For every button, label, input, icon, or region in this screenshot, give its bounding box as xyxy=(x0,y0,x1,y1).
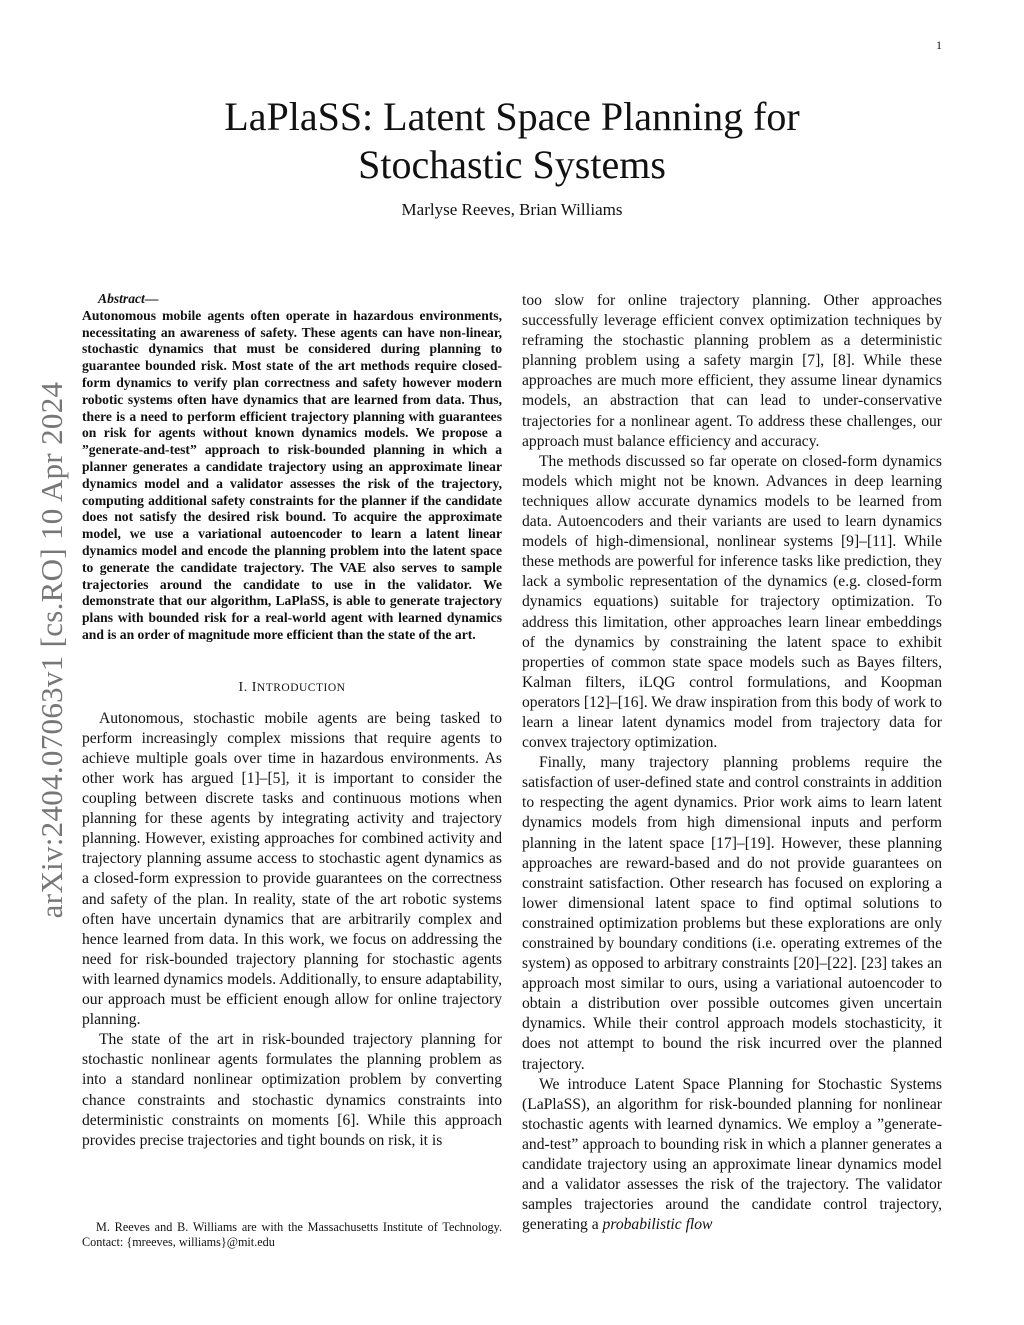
section-number: I. xyxy=(238,679,248,695)
body-paragraph: The methods discussed so far operate on closed-form dynamics models which might not be known. Advances in deep learning techniques allow accurate dynamics models to be learned from data. Autoencoders and their variants are used to learn dynamics models of high-dimensional, nonlinear systems [9]–[11]. While these methods are powerful for inference tasks like prediction, they lack a symbolic representation of the dynamics (e.g. closed-form dynamics equations) suitable for trajectory optimization. To address this limitation, other approaches learn linear embeddings of the dynamics by constraining the latent space to exhibit properties of common state space models such as Bayes filters, Kalman filters, iLQG control formulations, and Koopman operators [12]–[16]. We draw inspiration from this body of work to learn a linear latent dynamics model from trajectory data for convex trajectory optimization. xyxy=(522,452,943,752)
arxiv-identifier-text: arXiv:2404.07063v1 [cs.RO] 10 Apr 2024 xyxy=(34,381,69,919)
abstract-heading: Abstract— xyxy=(98,291,159,306)
section-initial: I xyxy=(251,679,257,695)
intro-paragraph: Autonomous, stochastic mobile agents are being tasked to perform increasingly complex missions that require agents to achieve multiple goals over time in hazardous environments. As other work has argued [1]–[5], it is important to consider the coupling between discrete tasks and continuous motions when planning for these agents by integrating activity and trajectory planning. However, existing approaches for combined activity and trajectory planning assume access to stochastic agent dynamics as a closed-form expression to provide guarantees on the correctness and safety of the plan. In reality, state of the art robotic systems often have uncertain dynamics that are arbitrarily complex and hence learned from data. In this work, we focus on addressing the need for risk-bounded trajectory planning for stochastic agents with learned dynamics models. Additionally, to ensure adaptability, our approach must be efficient enough allow for online trajectory planning. xyxy=(82,709,502,1029)
body-paragraph-text: We introduce Latent Space Planning for Stochastic Systems (LaPlaSS), an algorithm for risk-bounded planning for nonlinear stochastic agents with learned dynamics. We employ a ”generate-and-test” approach to bounding risk in which a planner generates a candidate trajectory using an approximate linear dynamics model and a validator assesses the risk of the trajectory. The validator samples trajectories around the candidate control trajectory, generating a xyxy=(522,1075,942,1234)
body-paragraph: Finally, many trajectory planning problems require the satisfaction of user-defined state and control constraints in addition to respecting the agent dynamics. Prior work aims to learn latent dynamics models from high dimensional inputs and perform planning in the latent space [17]–[19]. However, these planning approaches are reward-based and do not provide guarantees on constraint satisfaction. Other research has focused on exploring a lower dimensional latent space to find optimal solutions to constrained optimization problems but these explorations are only constrained by boundary conditions (i.e. operating extremes of the system) as opposed to arbitrary constraints [20]–[22]. [23] takes an approach most similar to ours, using a variational autoencoder to obtain a distribution over possible outcomes given uncertain dynamics. While their control approach models stochasticity, it does not attempt to bound the risk incurred over the planned trajectory. xyxy=(522,754,942,1073)
body-paragraph xyxy=(522,1075,942,1236)
title-line-1: LaPlaSS: Latent Space Planning for xyxy=(224,94,800,139)
author-list: Marlyse Reeves, Brian Williams xyxy=(401,200,623,219)
paper-title xyxy=(0,93,1024,189)
arxiv-identifier xyxy=(30,350,74,950)
body-paragraph: too slow for online trajectory planning. Other approaches successfully leverage efficient convex optimization techniques by reframing the stochastic planning problem as a deterministic planning problem using a safety margin [7], [8]. While these approaches are much more efficient, they assume linear dynamics models, an abstraction that can lead to under-conservative trajectories for a nonlinear agent. To address these challenges, our approach must balance efficiency and accuracy. xyxy=(522,292,942,450)
emphasized-term: probabilistic flow xyxy=(602,1216,713,1234)
right-column xyxy=(522,291,942,1235)
section-heading-introduction xyxy=(82,680,502,696)
left-column xyxy=(82,291,502,1151)
affiliation-footnote: M. Reeves and B. Williams are with the Massachusetts Institute of Technology. Contact: {mreeves, williams}@mit.edu xyxy=(82,1220,502,1250)
abstract-text: Autonomous mobile agents often operate in hazardous environments, necessitating an awareness of safety. These agents can have non-linear, stochastic dynamics that must be considered during planning to guarantee bounded risk. Most state of the art methods require closed-form dynamics to verify plan correctness and safety however modern robotic systems often have dynamics that are learned from data. Thus, there is a need to perform efficient trajectory planning with guarantees on risk for agents without known dynamics models. We propose a ”generate-and-test” approach to risk-bounded planning in which a planner generates a candidate trajectory using an approximate linear dynamics model and a validator assesses the risk of the trajectory, computing additional safety constraints for the planner if the candidate does not satisfy the desired risk bound. To acquire the approximate model, we use a variational autoencoder to learn a latent linear dynamics model and encode the planning problem into the latent space to generate the candidate trajectory. The VAE also serves to sample trajectories around the candidate to use in the validator. We demonstrate that our algorithm, LaPlaSS, is able to generate trajectory plans with bounded risk for a real-world agent with learned dynamics and is an order of magnitude more efficient than the state of the art. xyxy=(82,307,502,642)
page-number: 1 xyxy=(936,38,942,52)
section-title-rest: NTRODUCTION xyxy=(256,681,346,694)
title-line-2: Stochastic Systems xyxy=(358,142,666,187)
intro-paragraph: The state of the art in risk-bounded trajectory planning for stochastic nonlinear agents formulates the planning problem as into a standard nonlinear optimization problem by converting chance constraints and stochastic dynamics constraints into deterministic constraints on moments [6]. While this approach provides precise trajectories and tight bounds on risk, it is xyxy=(82,1031,502,1149)
abstract xyxy=(82,291,502,644)
